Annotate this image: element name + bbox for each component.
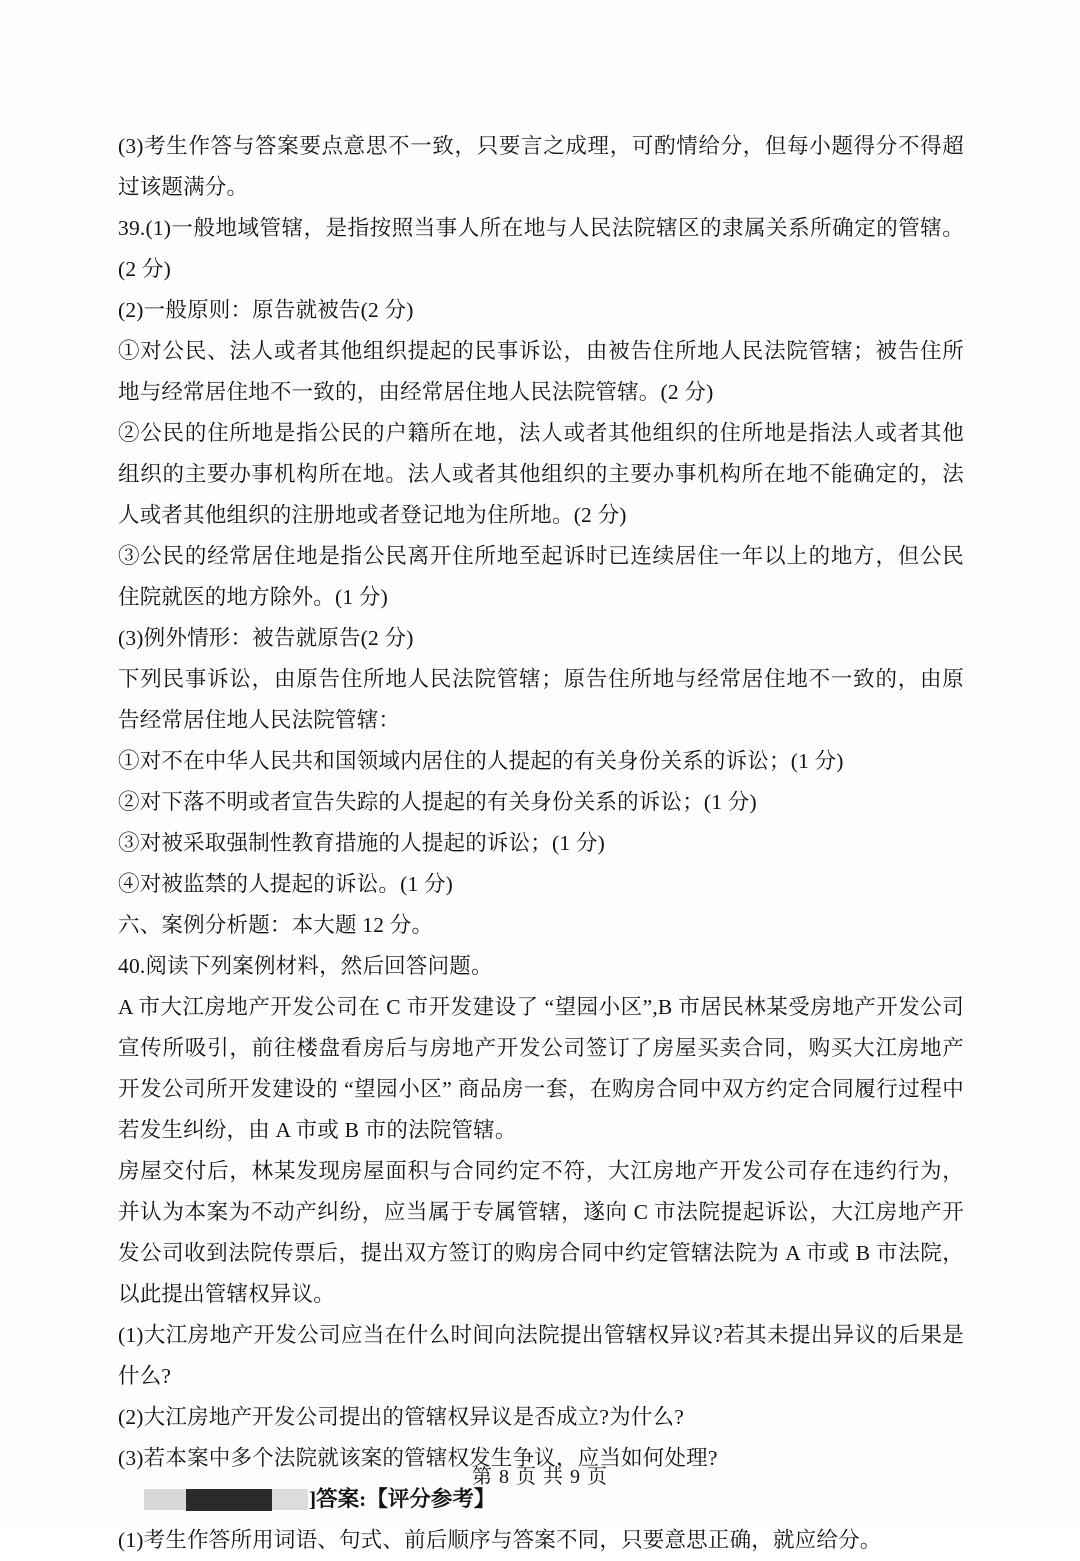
- document-body: [118, 126, 964, 1561]
- redaction-block-dark: [186, 1489, 272, 1511]
- paragraph: (2)一般原则：原告就被告(2 分): [118, 298, 414, 322]
- paragraph: ①对公民、法人或者其他组织提起的民事诉讼，由被告住所地人民法院管辖；被告住所地与经常居住地不一致的，由经常居住地人民法院管辖。(2 分): [118, 339, 964, 404]
- paragraph: ④对被监禁的人提起的诉讼。(1 分): [118, 872, 454, 896]
- paragraph: (3)例外情形：被告就原告(2 分): [118, 626, 414, 650]
- paragraph: 39.(1)一般地域管辖，是指按照当事人所在地与人民法院辖区的隶属关系所确定的管辖。(2 分): [118, 216, 964, 281]
- paragraph: ①对不在中华人民共和国领域内居住的人提起的有关身份关系的诉讼；(1 分): [118, 749, 844, 773]
- paragraph: ③公民的经常居住地是指公民离开住所地至起诉时已连续居住一年以上的地方，但公民住院就医的地方除外。(1 分): [118, 544, 964, 609]
- section-heading: 六、案例分析题：本大题 12 分。: [118, 913, 434, 937]
- paragraph: (3)若本案中多个法院就该案的管辖权发生争议，应当如何处理?: [118, 1446, 718, 1470]
- paragraph: (3)考生作答与答案要点意思不一致，只要言之成理，可酌情给分，但每小题得分不得超过该题满分。: [118, 134, 964, 199]
- paragraph: ②公民的住所地是指公民的户籍所在地，法人或者其他组织的住所地是指法人或者其他组织的主要办事机构所在地。法人或者其他组织的主要办事机构所在地不能确定的，法人或者其他组织的注册地或者登记地为住所地。(2 分): [118, 421, 964, 527]
- redaction-block-light-2: [272, 1489, 308, 1510]
- paragraph: 房屋交付后，林某发现房屋面积与合同约定不符，大江房地产开发公司存在违约行为，并认为本案为不动产纠纷，应当属于专属管辖，遂向 C 市法院提起诉讼，大江房地产开发公司收到法院传票后，提出双方签订的购房合同中约定管辖法院为 A 市或 B 市法院，以此提出管辖权异议。: [118, 1159, 964, 1306]
- paragraph: ③对被采取强制性教育措施的人提起的诉讼；(1 分): [118, 831, 605, 855]
- paragraph: A 市大江房地产开发公司在 C 市开发建设了 “望园小区”,B 市居民林某受房地产开发公司宣传所吸引，前往楼盘看房后与房地产开发公司签订了房屋买卖合同，购买大江房地产开发公司所开发建设的 “望园小区” 商品房一套，在购房合同中双方约定合同履行过程中若发生纠纷，由 A 市或 B 市的法院管辖。: [118, 995, 964, 1142]
- paragraph: ②对下落不明或者宣告失踪的人提起的有关身份关系的诉讼；(1 分): [118, 790, 757, 814]
- paragraph: (2)大江房地产开发公司提出的管辖权异议是否成立?为什么?: [118, 1405, 684, 1429]
- answer-label: ]答案:【评分参考】: [309, 1487, 496, 1511]
- paragraph: (1)大江房地产开发公司应当在什么时间向法院提出管辖权异议?若其未提出异议的后果是什么?: [118, 1323, 964, 1388]
- page-footer: 第 8 页 共 9 页: [472, 1466, 608, 1488]
- redaction-block-light: [144, 1489, 186, 1510]
- paragraph: (1)考生作答所用词语、句式、前后顺序与答案不同，只要意思正确，就应给分。: [118, 1528, 882, 1552]
- paragraph: 40.阅读下列案例材料，然后回答问题。: [118, 954, 493, 978]
- paragraph: 下列民事诉讼，由原告住所地人民法院管辖；原告住所地与经常居住地不一致的，由原告经常居住地人民法院管辖：: [118, 667, 964, 732]
